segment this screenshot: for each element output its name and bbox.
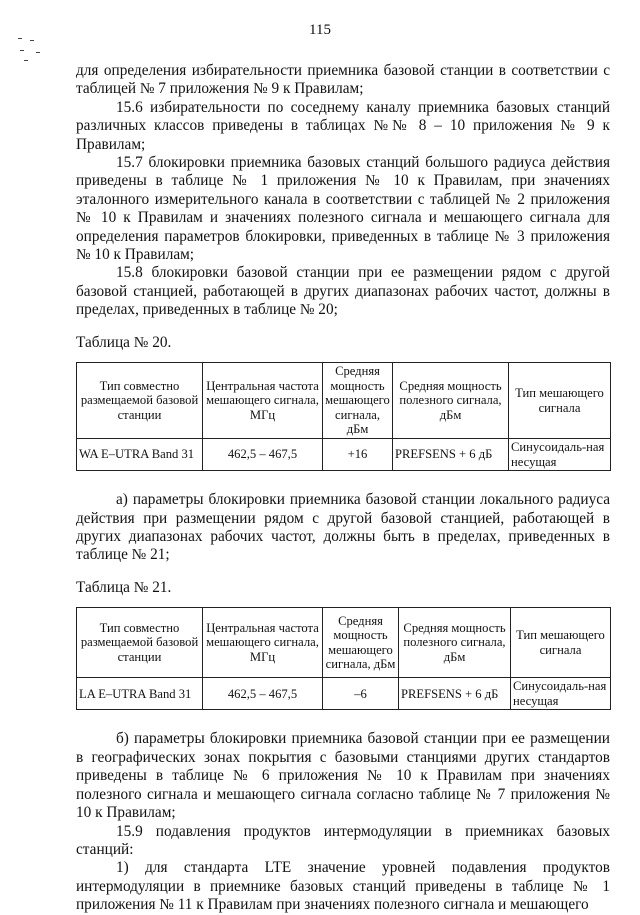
paragraph-a: а) параметры блокировки приемника базовой станции локального радиуса действия при размещении рядом с другой базовой станцией, работающей в других диапазонах рабочих частот, должны быть в пределах, приведенных в таблице № 21; [76,491,610,564]
header-useful-signal-power: Средняя мощность полезного сигнала, дБм [393,363,509,439]
paragraph-15-7: 15.7 блокировки приемника базовых станций большого радиуса действия приведены в таблице № 1 приложения № 10 к Правилам, при значениях эталонного измерительного канала в соответствии с таблицей № 2 приложения № 10 к Правилам и значениях полезного сигнала и мешающего сигнала для определения параметров блокировки, приведенных в таблице № 3 приложения № 10 к Правилам; [76,154,610,264]
table-20-caption: Таблица № 20. [76,333,172,351]
cell-interference-power: +16 [323,439,393,471]
header-station-type: Тип совместно размещаемой базовой станции [77,363,203,439]
table-21-caption: Таблица № 21. [76,578,172,596]
document-body [76,62,610,915]
header-useful-signal-power: Средняя мощность полезного сигнала, дБм [399,608,511,678]
header-interference-power: Средняя мощность мешающего сигнала, дБм [323,363,393,439]
header-interference-type: Тип мешающего сигнала [511,608,611,678]
header-station-type: Тип совместно размещаемой базовой станции [77,608,203,678]
table-header-row [77,363,611,439]
table-header-row [77,608,611,678]
table-20 [76,362,611,471]
table-row [77,439,611,471]
header-center-frequency: Центральная частота мешающего сигнала, МГц [203,363,323,439]
table-21 [76,607,611,710]
cell-interference-type: Синусоидаль-ная несущая [511,678,611,710]
cell-interference-power: –6 [323,678,399,710]
cell-station-type: WA E–UTRA Band 31 [77,439,203,471]
cell-station-type: LA E–UTRA Band 31 [77,678,203,710]
paragraph-b: б) параметры блокировки приемника базовой станции при ее размещении в географических зонах покрытия с базовыми станциями других стандартов приведены в таблице № 6 приложения № 10 к Правилам при значениях полезного сигнала и мешающего сигнала согласно таблице № 7 приложения № 10 к Правилам; [76,730,610,822]
page-number: 115 [309,22,331,38]
cell-center-frequency: 462,5 – 467,5 [203,678,323,710]
cell-center-frequency: 462,5 – 467,5 [203,439,323,471]
paragraph-15-9-1: 1) для стандарта LTE значение уровней подавления продуктов интермодуляции в приемнике базовых станций приведены в таблице № 1 приложения № 11 к Правилам при значениях полезного сигнала и мешающего [76,859,610,914]
header-interference-power: Средняя мощность мешающего сигнала, дБм [323,608,399,678]
paragraph-continuation: для определения избирательности приемника базовой станции в соответствии с таблицей № 7 приложения № 9 к Правилам; [76,62,610,98]
cell-useful-signal-power: PREFSENS + 6 дБ [399,678,511,710]
cell-useful-signal-power: PREFSENS + 6 дБ [393,439,509,471]
margin-marks [16,36,56,66]
header-interference-type: Тип мешающего сигнала [509,363,611,439]
table-row [77,678,611,710]
paragraph-15-6: 15.6 избирательности по соседнему каналу приемника базовых станций различных классов приведены в таблицах №№ 8 – 10 приложения № 9 к Правилам; [76,98,610,153]
header-center-frequency: Центральная частота мешающего сигнала, МГц [203,608,323,678]
cell-interference-type: Синусоидаль-ная несущая [509,439,611,471]
paragraph-15-9: 15.9 подавления продуктов интермодуляции в приемниках базовых станций: [76,822,610,858]
paragraph-15-8: 15.8 блокировки базовой станции при ее размещении рядом с другой базовой станцией, работающей в других диапазонах рабочих частот, должны в пределах, приведенных в таблице № 20; [76,264,610,319]
